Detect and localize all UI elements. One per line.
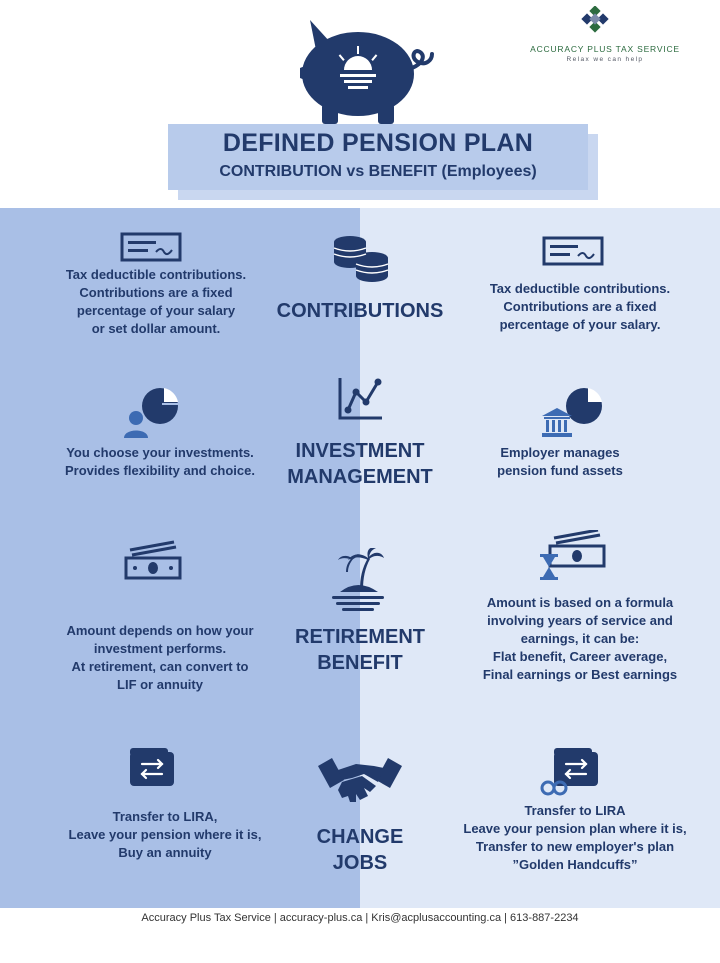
text-line: Tax deductible contributions. [65, 267, 247, 282]
category-label: CONTRIBUTIONS [276, 300, 444, 322]
category-contributions [260, 298, 460, 324]
palm-island-icon [330, 548, 386, 612]
category-label: INVESTMENT [295, 440, 425, 462]
category-retirement-benefit [260, 624, 460, 676]
investment-dc-text [30, 444, 290, 480]
cheque-icon [120, 232, 182, 262]
text-line: investment performs. [93, 641, 227, 656]
text-line: Flat benefit, Career average, [492, 649, 668, 664]
logo-diamond-icon [578, 6, 612, 40]
text-line: Leave your pension where it is, [68, 827, 262, 842]
text-line: Leave your pension plan where it is, [463, 821, 687, 836]
text-line: percentage of your salary [76, 303, 236, 318]
text-line: Amount is based on a formula [486, 595, 674, 610]
coins-icon [330, 232, 392, 284]
text-line: percentage of your salary. [499, 317, 661, 332]
investment-db-text [440, 444, 680, 480]
text-line: Buy an annuity [118, 845, 212, 860]
category-label: RETIREMENT [295, 626, 425, 648]
category-investment-management [260, 438, 460, 490]
brand-tagline: Relax we can help [566, 56, 644, 63]
banknotes-icon [124, 540, 182, 580]
text-line: or set dollar amount. [91, 321, 221, 336]
category-label: BENEFIT [317, 652, 403, 674]
piggy-bank-icon [286, 8, 438, 126]
brand-name: ACCURACY PLUS TAX SERVICE [530, 44, 680, 54]
text-line: pension fund assets [497, 463, 623, 478]
hourglass-banknotes-icon [540, 530, 606, 582]
page-subtitle: CONTRIBUTION vs BENEFIT (Employees) [219, 163, 537, 180]
text-line: Transfer to LIRA [524, 803, 626, 818]
text-line: Contributions are a fixed [79, 285, 233, 300]
category-label: JOBS [332, 852, 388, 874]
text-line: Amount depends on how your [66, 623, 254, 638]
text-line: Employer manages [500, 445, 620, 460]
category-label: CHANGE [316, 826, 404, 848]
wallet-transfer-icon [128, 748, 178, 788]
category-label: MANAGEMENT [287, 466, 433, 488]
text-line: You choose your investments. [66, 445, 254, 460]
person-pie-chart-icon [122, 386, 184, 438]
retirement-dc-text [20, 622, 300, 694]
text-line: Final earnings or Best earnings [482, 667, 678, 682]
page-title: DEFINED PENSION PLAN [222, 129, 534, 157]
bank-pie-chart-icon [540, 386, 606, 438]
text-line: LIF or annuity [117, 677, 203, 692]
text-line: Contributions are a fixed [503, 299, 657, 314]
contributions-db-text [440, 280, 720, 334]
change-jobs-db-text [430, 802, 720, 874]
text-line: Provides flexibility and choice. [64, 463, 255, 478]
text-line: Transfer to new employer's plan [475, 839, 675, 854]
text-line: involving years of service and [487, 613, 673, 628]
wallet-handcuffs-icon [540, 748, 602, 798]
line-chart-icon [336, 376, 384, 422]
text-line: Transfer to LIRA, [112, 809, 218, 824]
text-line: ”Golden Handcuffs” [512, 857, 638, 872]
handshake-icon [318, 756, 402, 808]
text-line: earnings, it can be: [520, 631, 640, 646]
text-line: Tax deductible contributions. [489, 281, 671, 296]
footer-contact: Accuracy Plus Tax Service | accuracy-plus.ca | Kris@acplusaccounting.ca | 613-887-2234 [141, 912, 579, 924]
cheque-icon [542, 236, 604, 266]
text-line: At retirement, can convert to [71, 659, 249, 674]
retirement-db-text [444, 594, 716, 684]
